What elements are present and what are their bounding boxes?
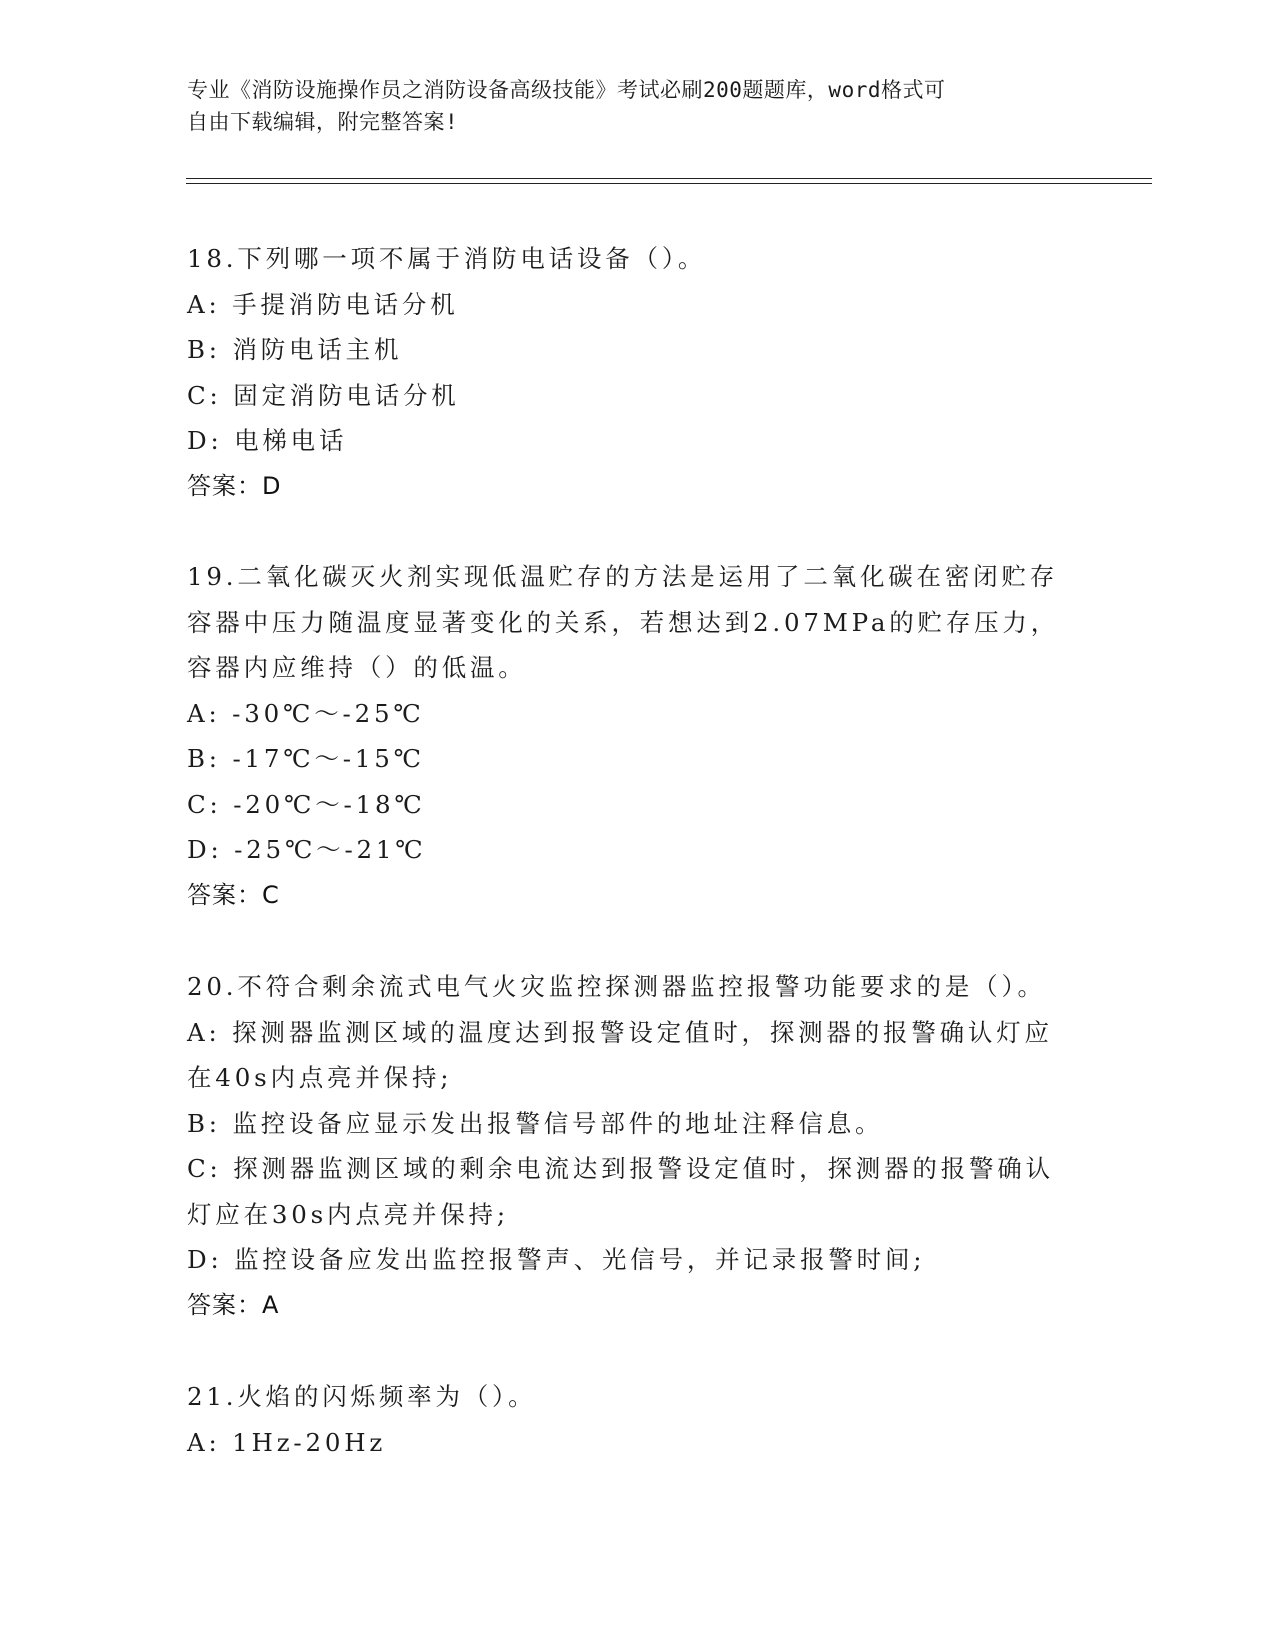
option-a: A: 1Hz-20Hz xyxy=(187,1427,387,1457)
option-a-line-1: A: 探测器监测区域的温度达到报警设定值时，探测器的报警确认灯应 xyxy=(187,1017,1053,1047)
document-header xyxy=(187,74,1087,138)
option-c: C: 固定消防电话分机 xyxy=(187,380,460,410)
header-divider-top xyxy=(186,178,1152,179)
option-d: D: -25℃～-21℃ xyxy=(187,835,427,864)
option-a-line-2: 在40s内点亮并保持; xyxy=(187,1063,453,1092)
option-a: A: -30℃～-25℃ xyxy=(187,698,425,728)
question-19 xyxy=(187,554,1087,918)
option-b: B: 监控设备应显示发出报警信号部件的地址注释信息。 xyxy=(187,1108,884,1138)
option-b: B: 消防电话主机 xyxy=(187,335,403,364)
question-20 xyxy=(187,964,1087,1328)
option-a: A: 手提消防电话分机 xyxy=(187,289,459,319)
question-text-line-1: 19.二氧化碳灭火剂实现低温贮存的方法是运用了二氧化碳在密闭贮存 xyxy=(187,562,1059,591)
answer: 答案：D xyxy=(187,471,282,500)
answer: 答案：C xyxy=(187,880,280,909)
answer: 答案：A xyxy=(187,1290,280,1319)
option-c-line-2: 灯应在30s内点亮并保持; xyxy=(187,1199,509,1229)
question-text: 21.火焰的闪烁频率为（）。 xyxy=(187,1382,537,1411)
question-text: 18.下列哪一项不属于消防电话设备（）。 xyxy=(187,244,707,273)
header-title-line-1: 专业《消防设施操作员之消防设备高级技能》考试必刷200题题库，word格式可 xyxy=(187,78,946,102)
option-c-line-1: C: 探测器监测区域的剩余电流达到报警设定值时，探测器的报警确认 xyxy=(187,1154,1054,1183)
question-text: 20.不符合剩余流式电气火灾监控探测器监控报警功能要求的是（）。 xyxy=(187,972,1046,1001)
question-text-line-2: 容器中压力随温度显著变化的关系，若想达到2.07MPa的贮存压力， xyxy=(187,607,1060,637)
option-c: C: -20℃～-18℃ xyxy=(187,789,426,819)
option-d: D: 监控设备应发出监控报警声、光信号，并记录报警时间; xyxy=(187,1245,926,1274)
option-b: B: -17℃～-15℃ xyxy=(187,744,425,773)
question-21 xyxy=(187,1374,1087,1465)
question-18 xyxy=(187,236,1087,509)
option-d: D: 电梯电话 xyxy=(187,426,348,455)
question-text-line-3: 容器内应维持（）的低温。 xyxy=(187,653,527,682)
header-divider-bottom xyxy=(186,183,1152,184)
header-title-line-2: 自由下载编辑，附完整答案! xyxy=(187,110,459,134)
